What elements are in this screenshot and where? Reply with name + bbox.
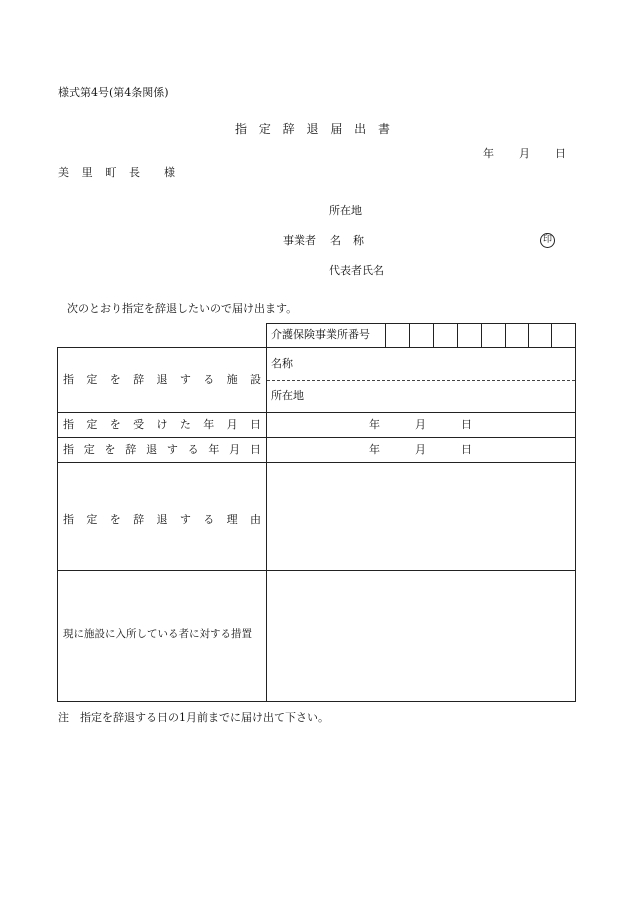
- label-char: 辞: [133, 513, 145, 526]
- label-char: 理: [226, 513, 238, 526]
- office-number-label: 介護保険事業所番号: [271, 328, 370, 341]
- date-day: 日: [461, 418, 472, 431]
- table-line: [57, 412, 576, 413]
- addressee: [58, 167, 140, 178]
- table-line: [57, 570, 576, 571]
- name-char: 称: [353, 234, 364, 247]
- date-year: 年: [369, 418, 380, 431]
- label-char: 指: [63, 373, 74, 386]
- label-char: 定: [86, 373, 98, 386]
- label-char: 施: [226, 373, 238, 386]
- title-char: 定: [258, 122, 271, 136]
- submission-date: [483, 148, 566, 159]
- label-char: 指: [63, 418, 74, 431]
- date-day: 日: [461, 443, 472, 456]
- label-char: 日: [250, 418, 261, 431]
- digit-box-line: [481, 323, 482, 347]
- label-char: け: [156, 418, 168, 431]
- table-line: [57, 462, 576, 463]
- date-month: 月: [415, 443, 426, 456]
- digit-box-line: [457, 323, 458, 347]
- date-year: 年: [483, 147, 494, 160]
- label-char: 定: [86, 418, 98, 431]
- label-char: を: [109, 418, 121, 431]
- label-char: る: [203, 513, 215, 526]
- label-char: 定: [83, 443, 95, 456]
- applicant-business-label: 事業者: [283, 234, 316, 247]
- label-char: を: [104, 443, 116, 456]
- digit-box-line: [505, 323, 506, 347]
- label-char: 指: [63, 443, 74, 456]
- label-char: 定: [86, 513, 98, 526]
- table-line: [57, 347, 576, 348]
- form-number-label: 様式第4号(第4条関係): [58, 86, 169, 99]
- digit-box-line: [528, 323, 529, 347]
- date-day: 日: [555, 147, 566, 160]
- table-line: [575, 323, 576, 702]
- facility-name-label: 名称: [271, 357, 293, 370]
- applicant-name-label: [330, 235, 364, 246]
- label-char: 年: [208, 443, 220, 456]
- intro-text: 次のとおり指定を辞退したいので届け出ます。: [67, 302, 298, 315]
- measures-label: 現に施設に入所している者に対する措置: [63, 628, 252, 640]
- applicant-representative-label: 代表者氏名: [329, 264, 384, 277]
- label-char: 受: [133, 418, 145, 431]
- title-char: 辞: [282, 122, 295, 136]
- received-date-value: [369, 419, 472, 430]
- footnote: 注 指定を辞退する日の1月前までに届け出て下さい。: [58, 711, 329, 724]
- withdraw-date-value: [369, 444, 472, 455]
- name-char: 名: [330, 234, 341, 247]
- digit-box-line: [433, 323, 434, 347]
- addressee-char: 里: [81, 166, 93, 179]
- label-char: す: [179, 373, 191, 386]
- table-line: [266, 323, 267, 702]
- label-char: 日: [249, 443, 261, 456]
- digit-box-line: [385, 323, 386, 347]
- addressee-char: 長: [128, 166, 140, 179]
- digit-box-line: [409, 323, 410, 347]
- label-char: る: [203, 373, 215, 386]
- facility-label: [63, 374, 261, 385]
- label-char: 設: [250, 373, 261, 386]
- label-char: 退: [156, 513, 168, 526]
- label-char: 由: [250, 513, 261, 526]
- label-char: 月: [226, 418, 238, 431]
- label-char: る: [187, 443, 199, 456]
- date-year: 年: [369, 443, 380, 456]
- seal-icon: 印: [540, 233, 555, 248]
- withdraw-date-label: [63, 444, 261, 455]
- label-char: 月: [229, 443, 241, 456]
- table-line: [266, 323, 576, 324]
- label-char: す: [166, 443, 178, 456]
- label-char: 指: [63, 513, 74, 526]
- addressee-char: 町: [105, 166, 117, 179]
- label-char: 退: [156, 373, 168, 386]
- received-date-label: [63, 419, 261, 430]
- label-char: を: [109, 373, 121, 386]
- form-title: [235, 123, 390, 135]
- title-char: 指: [235, 122, 248, 136]
- title-char: 届: [330, 122, 343, 136]
- table-line: [57, 437, 576, 438]
- label-char: す: [179, 513, 191, 526]
- label-char: 退: [146, 443, 158, 456]
- table-dashed-divider: [267, 380, 575, 381]
- digit-box-line: [551, 323, 552, 347]
- label-char: 辞: [133, 373, 145, 386]
- label-char: 年: [203, 418, 215, 431]
- date-month: 月: [519, 147, 530, 160]
- title-char: 出: [354, 122, 367, 136]
- table-line: [57, 347, 58, 702]
- label-char: 辞: [125, 443, 137, 456]
- title-char: 書: [377, 122, 390, 136]
- applicant-address-label: 所在地: [329, 204, 362, 217]
- title-char: 退: [306, 122, 319, 136]
- table-line: [57, 701, 576, 702]
- facility-address-label: 所在地: [271, 389, 304, 402]
- label-char: た: [179, 418, 191, 431]
- label-char: を: [109, 513, 121, 526]
- reason-label: [63, 514, 261, 525]
- addressee-honorific: 様: [164, 166, 175, 179]
- date-month: 月: [415, 418, 426, 431]
- addressee-char: 美: [58, 166, 69, 179]
